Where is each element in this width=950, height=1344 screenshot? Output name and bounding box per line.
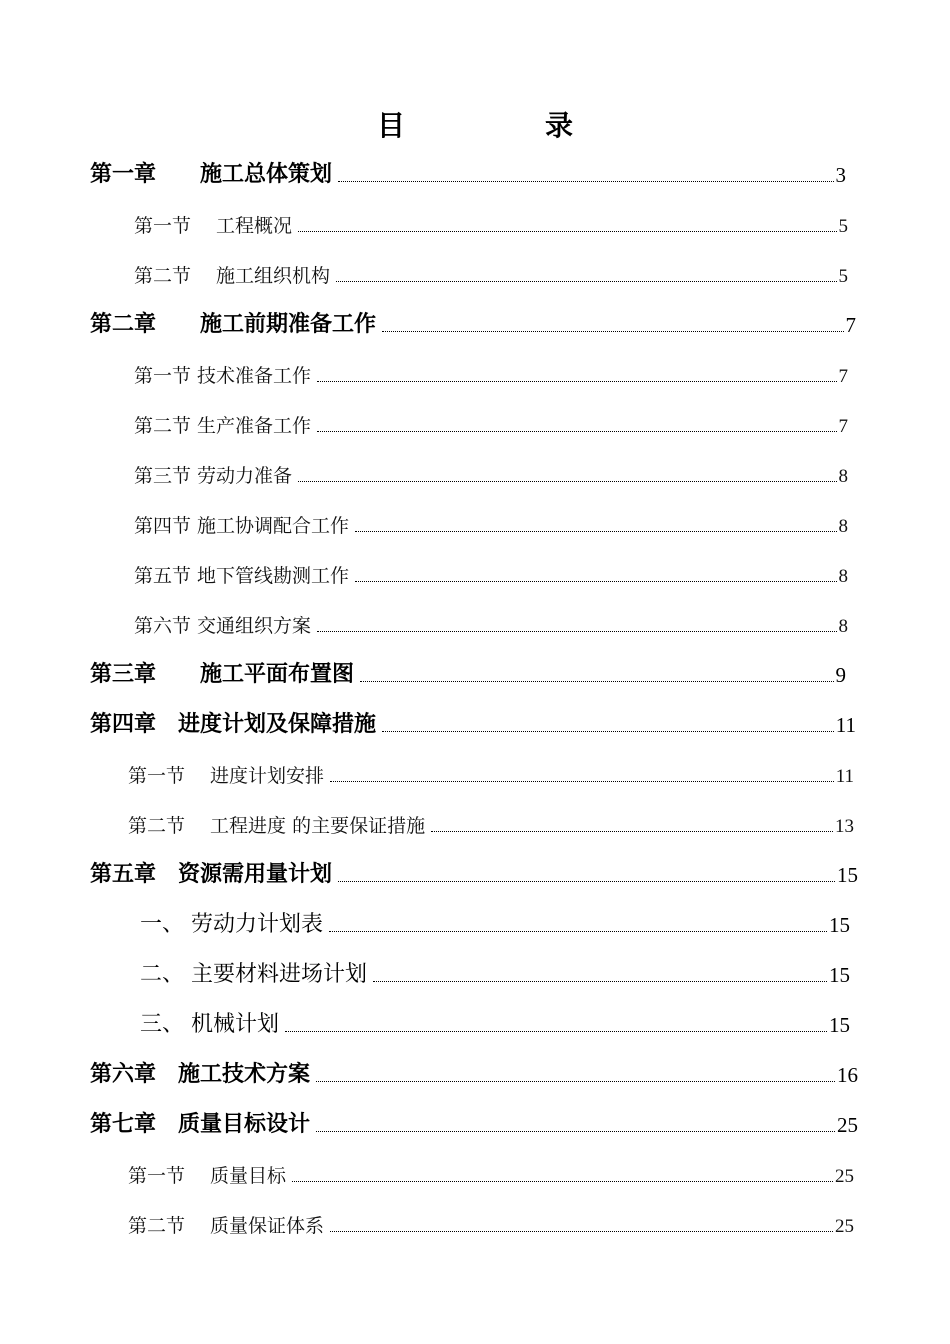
toc-entry-section[interactable] — [134, 356, 848, 388]
toc-entry-item[interactable] — [140, 956, 850, 988]
dot-leader — [317, 380, 836, 382]
toc-entry-page: 11 — [835, 713, 856, 737]
toc-entry-section[interactable] — [134, 556, 848, 588]
dot-leader — [431, 830, 833, 832]
toc-entry-page: 7 — [845, 313, 856, 337]
toc-entry-chapter[interactable] — [90, 856, 858, 888]
toc-entry-section[interactable] — [134, 206, 848, 238]
toc-entry-label: 第四节 施工协调配合工作 — [134, 515, 350, 537]
toc-entry-section[interactable] — [128, 1156, 854, 1188]
toc-entry-label: 第二节 生产准备工作 — [134, 415, 312, 437]
toc-entry-label: 第二节 质量保证体系 — [128, 1215, 325, 1237]
toc-entry-page: 15 — [829, 963, 850, 987]
toc-entry-page: 25 — [835, 1166, 854, 1187]
toc-entry-page: 8 — [838, 566, 848, 587]
toc-entry-chapter[interactable] — [90, 306, 856, 338]
toc-entry-page: 5 — [838, 266, 848, 287]
toc-entry-label: 第三章 施工平面布置图 — [90, 662, 355, 687]
toc-entry-section[interactable] — [134, 606, 848, 638]
toc-entry-page: 3 — [835, 163, 846, 187]
dot-leader — [355, 530, 836, 532]
toc-entry-page: 25 — [835, 1216, 854, 1237]
toc-entry-chapter[interactable] — [90, 1106, 858, 1138]
toc-entry-label: 第四章 进度计划及保障措施 — [90, 712, 377, 737]
toc-entry-chapter[interactable] — [90, 706, 856, 738]
toc-entry-section[interactable] — [134, 506, 848, 538]
toc-entry-section[interactable] — [134, 256, 848, 288]
toc-entry-label: 第一节 质量目标 — [128, 1165, 287, 1187]
toc-entry-item[interactable] — [140, 906, 850, 938]
toc-entry-chapter[interactable] — [90, 156, 846, 188]
dot-leader — [355, 580, 836, 582]
dot-leader — [329, 930, 827, 932]
toc-entry-label: 第五章 资源需用量计划 — [90, 862, 333, 887]
toc-entry-section[interactable] — [128, 806, 854, 838]
toc-entry-chapter[interactable] — [90, 656, 846, 688]
toc-entry-page: 25 — [837, 1113, 858, 1137]
dot-leader — [360, 680, 833, 682]
dot-leader — [382, 330, 843, 332]
toc-entry-label: 第二节 施工组织机构 — [134, 265, 331, 287]
dot-leader — [285, 1030, 827, 1032]
dot-leader — [373, 980, 827, 982]
toc-entry-page: 7 — [838, 366, 848, 387]
toc-entry-label: 第六节 交通组织方案 — [134, 615, 312, 637]
toc-entry-page: 8 — [838, 616, 848, 637]
toc-title: 目 录 — [376, 109, 629, 142]
toc-entry-page: 5 — [838, 216, 848, 237]
dot-leader — [316, 1130, 835, 1132]
toc-entry-page: 16 — [837, 1063, 858, 1087]
toc-entry-label: 第三节 劳动力准备 — [134, 465, 293, 487]
dot-leader — [330, 1230, 833, 1232]
toc-entry-page: 15 — [829, 913, 850, 937]
toc-entry-label: 第二节 工程进度 的主要保证措施 — [128, 815, 426, 837]
toc-entry-label: 第一节 技术准备工作 — [134, 365, 312, 387]
dot-leader — [336, 280, 836, 282]
toc-entry-label: 第一节 进度计划安排 — [128, 765, 325, 787]
toc-entry-label: 第七章 质量目标设计 — [90, 1112, 311, 1137]
toc-entry-label: 第五节 地下管线勘测工作 — [134, 565, 350, 587]
toc-entry-section[interactable] — [128, 1206, 854, 1238]
dot-leader — [317, 430, 836, 432]
toc-entry-label: 一、 劳动力计划表 — [140, 912, 323, 937]
toc-entry-section[interactable] — [128, 756, 854, 788]
dot-leader — [292, 1180, 833, 1182]
dot-leader — [338, 180, 833, 182]
toc-entry-label: 第一节 工程概况 — [134, 215, 293, 237]
toc-entry-section[interactable] — [134, 456, 848, 488]
dot-leader — [298, 480, 836, 482]
dot-leader — [338, 880, 835, 882]
toc-entry-page: 15 — [837, 863, 858, 887]
toc-entry-label: 第二章 施工前期准备工作 — [90, 312, 377, 337]
toc-entry-label: 第一章 施工总体策划 — [90, 162, 333, 187]
dot-leader — [382, 730, 834, 732]
toc-entry-page: 11 — [835, 766, 854, 787]
toc-entry-page: 15 — [829, 1013, 850, 1037]
toc-entry-page: 13 — [835, 816, 854, 837]
dot-leader — [317, 630, 836, 632]
toc-entry-chapter[interactable] — [90, 1056, 858, 1088]
toc-entry-page: 8 — [838, 516, 848, 537]
dot-leader — [298, 230, 836, 232]
toc-entry-page: 8 — [838, 466, 848, 487]
toc-entry-label: 第六章 施工技术方案 — [90, 1062, 311, 1087]
dot-leader — [316, 1080, 835, 1082]
toc-entry-page: 9 — [835, 663, 846, 687]
toc-entry-page: 7 — [838, 416, 848, 437]
toc-entry-label: 三、 机械计划 — [140, 1012, 279, 1037]
toc-entry-section[interactable] — [134, 406, 848, 438]
toc-entry-label: 二、 主要材料进场计划 — [140, 962, 367, 987]
toc-entry-item[interactable] — [140, 1006, 850, 1038]
dot-leader — [330, 780, 834, 782]
